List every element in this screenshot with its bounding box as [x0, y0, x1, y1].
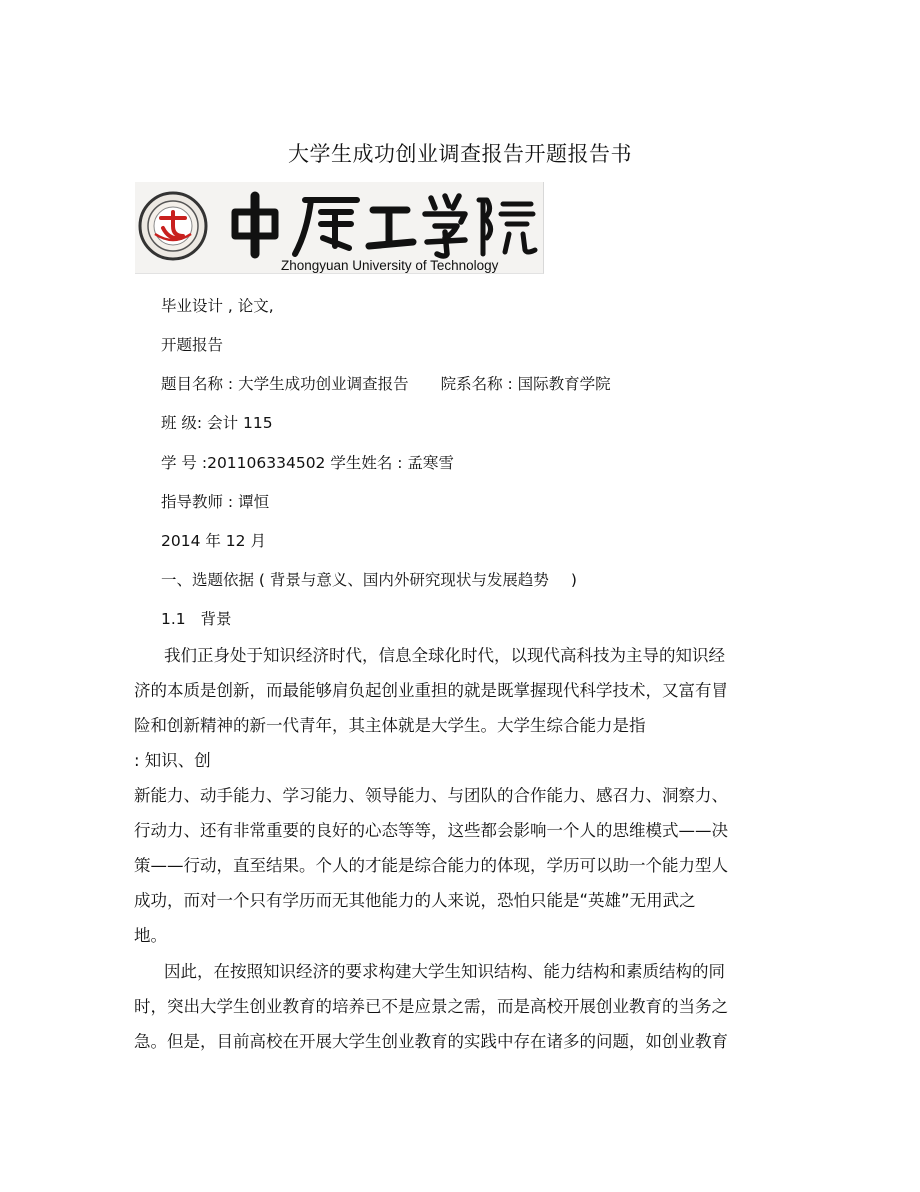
class-line: 班 级: 会计 115 [161, 414, 273, 432]
paragraph-line-part: 险和创新精神的新一代青年，其主体就是大学生。大学生综合能力是指 [134, 716, 646, 735]
section-heading [161, 568, 577, 590]
university-logo [135, 182, 544, 274]
paragraph-line-part: : 知识、创 [134, 751, 211, 770]
background-paragraph-2 [134, 954, 774, 1059]
department-label: 院系名称 : 国际教育学院 [440, 375, 611, 393]
student-line: 学 号 :201106334502 学生姓名 : 孟寒雪 [161, 454, 454, 472]
paragraph-line [134, 708, 774, 778]
topic-label: 题目名称 : 大学生成功创业调查报告 [161, 375, 409, 393]
report-type-line: 开题报告 [161, 336, 224, 354]
advisor-line: 指导教师 : 谭恒 [161, 493, 270, 511]
document-title: 大学生成功创业调查报告开题报告书 [288, 142, 632, 166]
paragraph-line: 策——行动，直至结果。个人的才能是综合能力的体现，学历可以助一个能力型人 [134, 856, 728, 875]
section-heading-text: 一、选题依据 ( 背景与意义、国内外研究现状与发展趋势 [161, 571, 549, 589]
university-logo-graphic [135, 182, 543, 273]
paragraph-line: 我们正身处于知识经济时代，信息全球化时代，以现代高科技为主导的知识经 [164, 646, 725, 665]
paragraph-line: 成功，而对一个只有学历而无其他能力的人来说，恐怕只能是“英雄”无用武之 [134, 891, 696, 910]
paragraph-line: 济的本质是创新，而最能够肩负起创业重担的就是既掌握现代科学技术，又富有冒 [134, 681, 728, 700]
paragraph-line: 新能力、动手能力、学习能力、领导能力、与团队的合作能力、感召力、洞察力、 [134, 786, 728, 805]
subsection-title: 背景 [200, 610, 232, 628]
document-type-line: 毕业设计 , 论文, [161, 297, 274, 315]
date-line: 2014 年 12 月 [161, 532, 266, 550]
logo-english-name: Zhongyuan University of Technology [281, 258, 499, 273]
university-seal-icon [140, 193, 206, 259]
paragraph-line: 地。 [134, 926, 167, 945]
calligraphy-name-graphic [235, 196, 535, 256]
paragraph-line: 时，突出大学生创业教育的培养已不是应景之需，而是高校开展创业教育的当务之 [134, 997, 728, 1016]
topic-line [161, 372, 611, 394]
paragraph-line: 因此，在按照知识经济的要求构建大学生知识结构、能力结构和素质结构的同 [164, 962, 725, 981]
background-paragraph-1 [134, 638, 774, 953]
paragraph-line: 急。但是，目前高校在开展大学生创业教育的实践中存在诸多的问题，如创业教育 [134, 1032, 728, 1051]
subsection-heading [161, 607, 231, 629]
subsection-number: 1.1 [161, 610, 186, 628]
paragraph-line: 行动力、还有非常重要的良好的心态等等，这些都会影响一个人的思维模式——决 [134, 821, 728, 840]
section-heading-close: ) [570, 571, 577, 589]
